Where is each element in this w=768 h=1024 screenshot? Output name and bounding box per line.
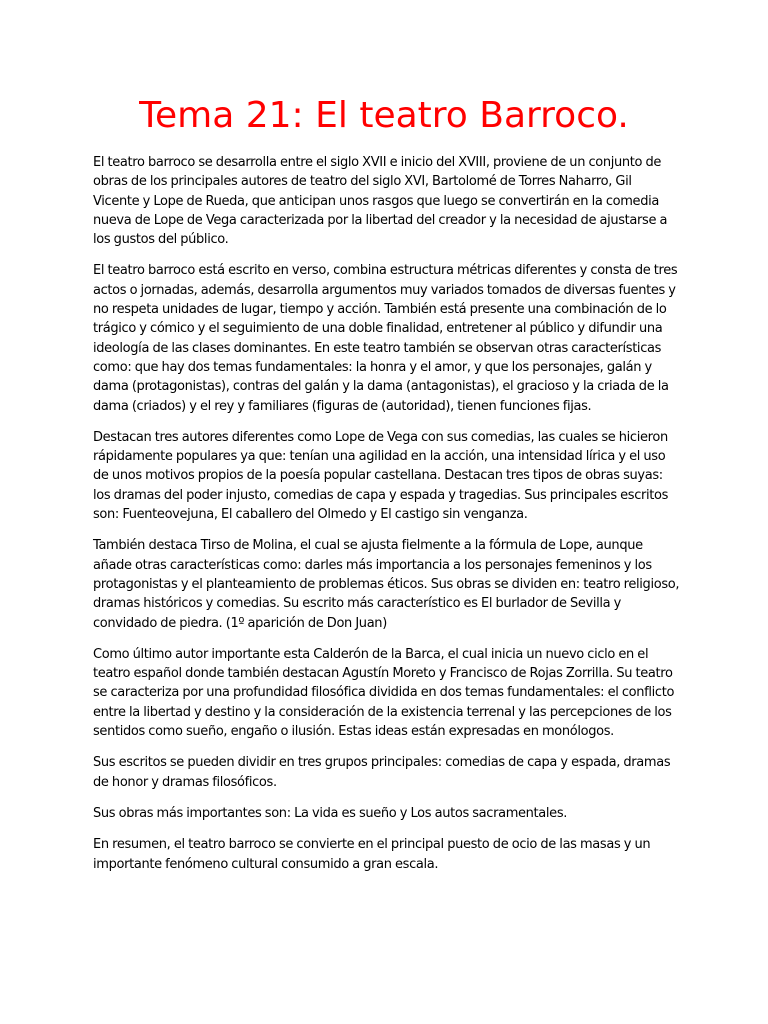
paragraph-lope-de-vega: Destacan tres autores diferentes como Lope de Vega con sus comedias, las cuales se hicieron rápidamente populares ya que: tenían una agilidad en la acción, una intensidad lírica y el uso de unos motivos propios de la poesía popular castellana. Destacan tres tipos de obras suyas: los dramas del poder injusto, comedias de capa y espada y tragedias. Sus principales escritos son: Fuenteovejuna, El caballero del Olmedo y El castigo sin venganza.: [93, 429, 669, 523]
paragraph-summary: En resumen, el teatro barroco se convierte en el principal puesto de ocio de las masas y un importante fenómeno cultural consumido a gran escala.: [93, 837, 651, 872]
paragraph-characteristics: El teatro barroco está escrito en verso, combina estructura métricas diferentes y consta de tres actos o jornadas, además, desarrolla argumentos muy variados tomados de diversas fuentes y no respeta unidades de lugar, tiempo y acción. También está presente una combinación de lo trágico y cómico y el seguimiento de una doble finalidad, entretener al público y difundir una ideología de las clases dominantes. En este teatro también se observan otras características como: que hay dos temas fundamentales: la honra y el amor, y que los personajes, galán y dama (protagonistas), contras del galán y la dama (antagonistas), el gracioso y la criada de la dama (criados) y el rey y familiares (figuras de (autoridad), tienen funciones fijas.: [93, 263, 678, 414]
page-title: Tema 21: El teatro Barroco.: [139, 95, 629, 136]
paragraph-intro: El teatro barroco se desarrolla entre el siglo XVII e inicio del XVIII, proviene de un conjunto de obras de los principales autores de teatro del siglo XVI, Bartolomé de Torres Naharro, Gil Vicente y Lope de Rueda, que anticipan unos rasgos que luego se convertirán en la comedia nueva de Lope de Vega caracterizada por la libertad del creador y la necesidad de ajustarse a los gustos del público.: [93, 155, 668, 248]
paragraph-main-works: Sus obras más importantes son: La vida es sueño y Los autos sacramentales.: [93, 805, 568, 821]
paragraph-calderon: Como último autor importante esta Calderón de la Barca, el cual inicia un nuevo ciclo en el teatro español donde también destacan Agustín Moreto y Francisco de Rojas Zorrilla. Su teatro se caracteriza por una profundidad filosófica dividida en dos temas fundamentales: el conflicto entre la libertad y destino y la consideración de la existencia terrenal y las percepciones de los sentidos como sueño, engaño o ilusión. Estas ideas están expresadas en monólogos.: [93, 646, 675, 740]
paragraph-tirso-de-molina: También destaca Tirso de Molina, el cual se ajusta fielmente a la fórmula de Lope, aunque añade otras características como: darles más importancia a los personajes femeninos y los protagonistas y el planteamiento de problemas éticos. Sus obras se dividen en: teatro religioso, dramas históricos y comedias. Su escrito más característico es El burlador de Sevilla y convidado de piedra. (1º aparición de Don Juan): [93, 538, 680, 631]
paragraph-writings-groups: Sus escritos se pueden dividir en tres grupos principales: comedias de capa y espada, dramas de honor y dramas filosóficos.: [93, 755, 671, 790]
document-body: [93, 153, 681, 886]
